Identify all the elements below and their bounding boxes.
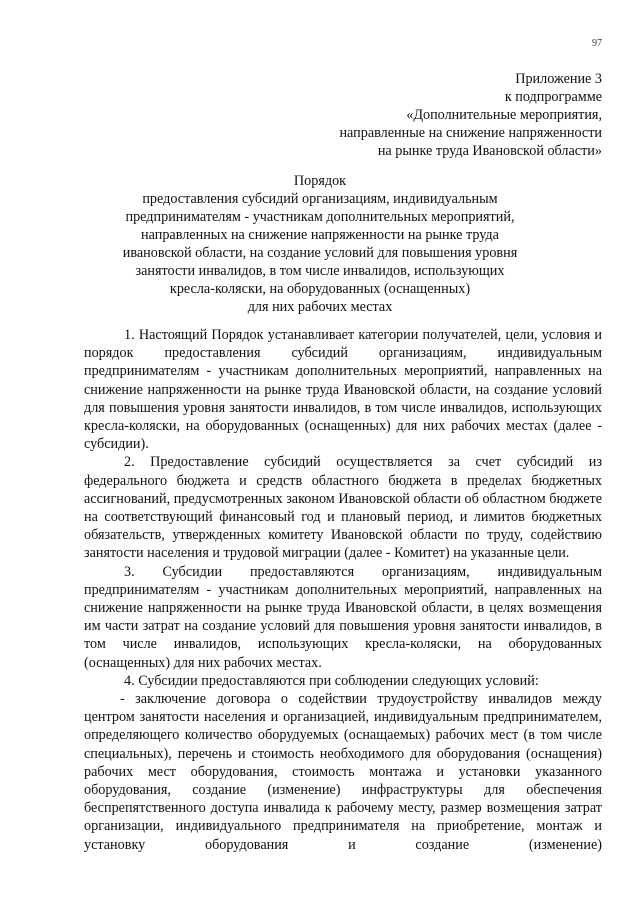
paragraph-2: 2. Предоставление субсидий осуществляется за счет субсидий из федерального бюджета и средств областного бюджета в пределах бюджетных ассигнований, предусмотренных законом Ивановской области об областном бюджете на соответствующий финансовый год и плановый период, и лимитов бюджетных обязательств, утвержденных комитету Ивановской области по труду, содействию занятости населения и трудовой миграции (далее - Комитет) на указанные цели. [84,454,602,562]
document-title [0,172,640,316]
paragraph-4: 4. Субсидии предоставляются при соблюдении следующих условий: [124,672,539,689]
paragraph-3: 3. Субсидии предоставляются организациям, индивидуальным предпринимателям - участникам дополнительных мероприятий, направленных на снижение напряженности на рынке труда Ивановской области, в целях возмещения им части затрат на создание условий для повышения уровня занятости инвалидов, в том числе инвалидов, использующих кресла-коляски, на оборудованных (оснащенных) для них рабочих местах. [84,563,602,671]
title-line: занятости инвалидов, в том числе инвалидов, использующих [135,263,505,279]
title-line: кресла-коляски, на оборудованных (оснащенных) [169,281,471,297]
appendix-line: Приложение 3 [515,71,602,87]
paragraph-condition-1: - заключение договора о содействии трудоустройству инвалидов между центром занятости населения и организацией, индивидуальным предпринимателем, определяющего количество оборудуемых (оснащаемых) рабочих мест (в том числе специальных), перечень и стоимость необходимого для оборудования (оснащения) рабочих мест оборудования, стоимость монтажа и установки указанного оборудования, создание (изменение) инфраструктуры для обеспечения беспрепятственного доступа инвалида к рабочему месту, размер возмещения затрат организации, индивидуального предпринимателя на приобретение, монтаж и установку оборудования и создание (изменение) [84,691,602,853]
title-line: для них рабочих местах [247,299,393,315]
title-line: предпринимателям - участникам дополнительных мероприятий, [125,209,515,225]
appendix-header [339,70,602,160]
title-line: направленных на снижение напряженности на рынке труда [141,227,499,243]
title-line: предоставления субсидий организациям, индивидуальным [142,191,498,207]
appendix-line: направленные на снижение напряженности [339,125,602,141]
title-heading: Порядок [293,173,347,189]
title-line: ивановской области, на создание условий для повышения уровня [122,245,518,261]
paragraph-1: 1. Настоящий Порядок устанавливает категории получателей, цели, условия и порядок предоставления субсидий организациям, индивидуальным предпринимателям - участникам дополнительных мероприятий, направленных на снижение напряженности на рынке труда Ивановской области, на создание условий для повышения уровня занятости инвалидов, в том числе инвалидов, использующих кресла-коляски, на оборудованных (оснащенных) для них рабочих местах (далее - субсидии). [84,327,602,453]
page-number: 97 [592,38,602,49]
appendix-line: «Дополнительные мероприятия, [406,107,602,123]
appendix-line: к подпрограмме [504,89,602,105]
appendix-line: на рынке труда Ивановской области» [377,143,602,159]
document-body [84,326,602,854]
